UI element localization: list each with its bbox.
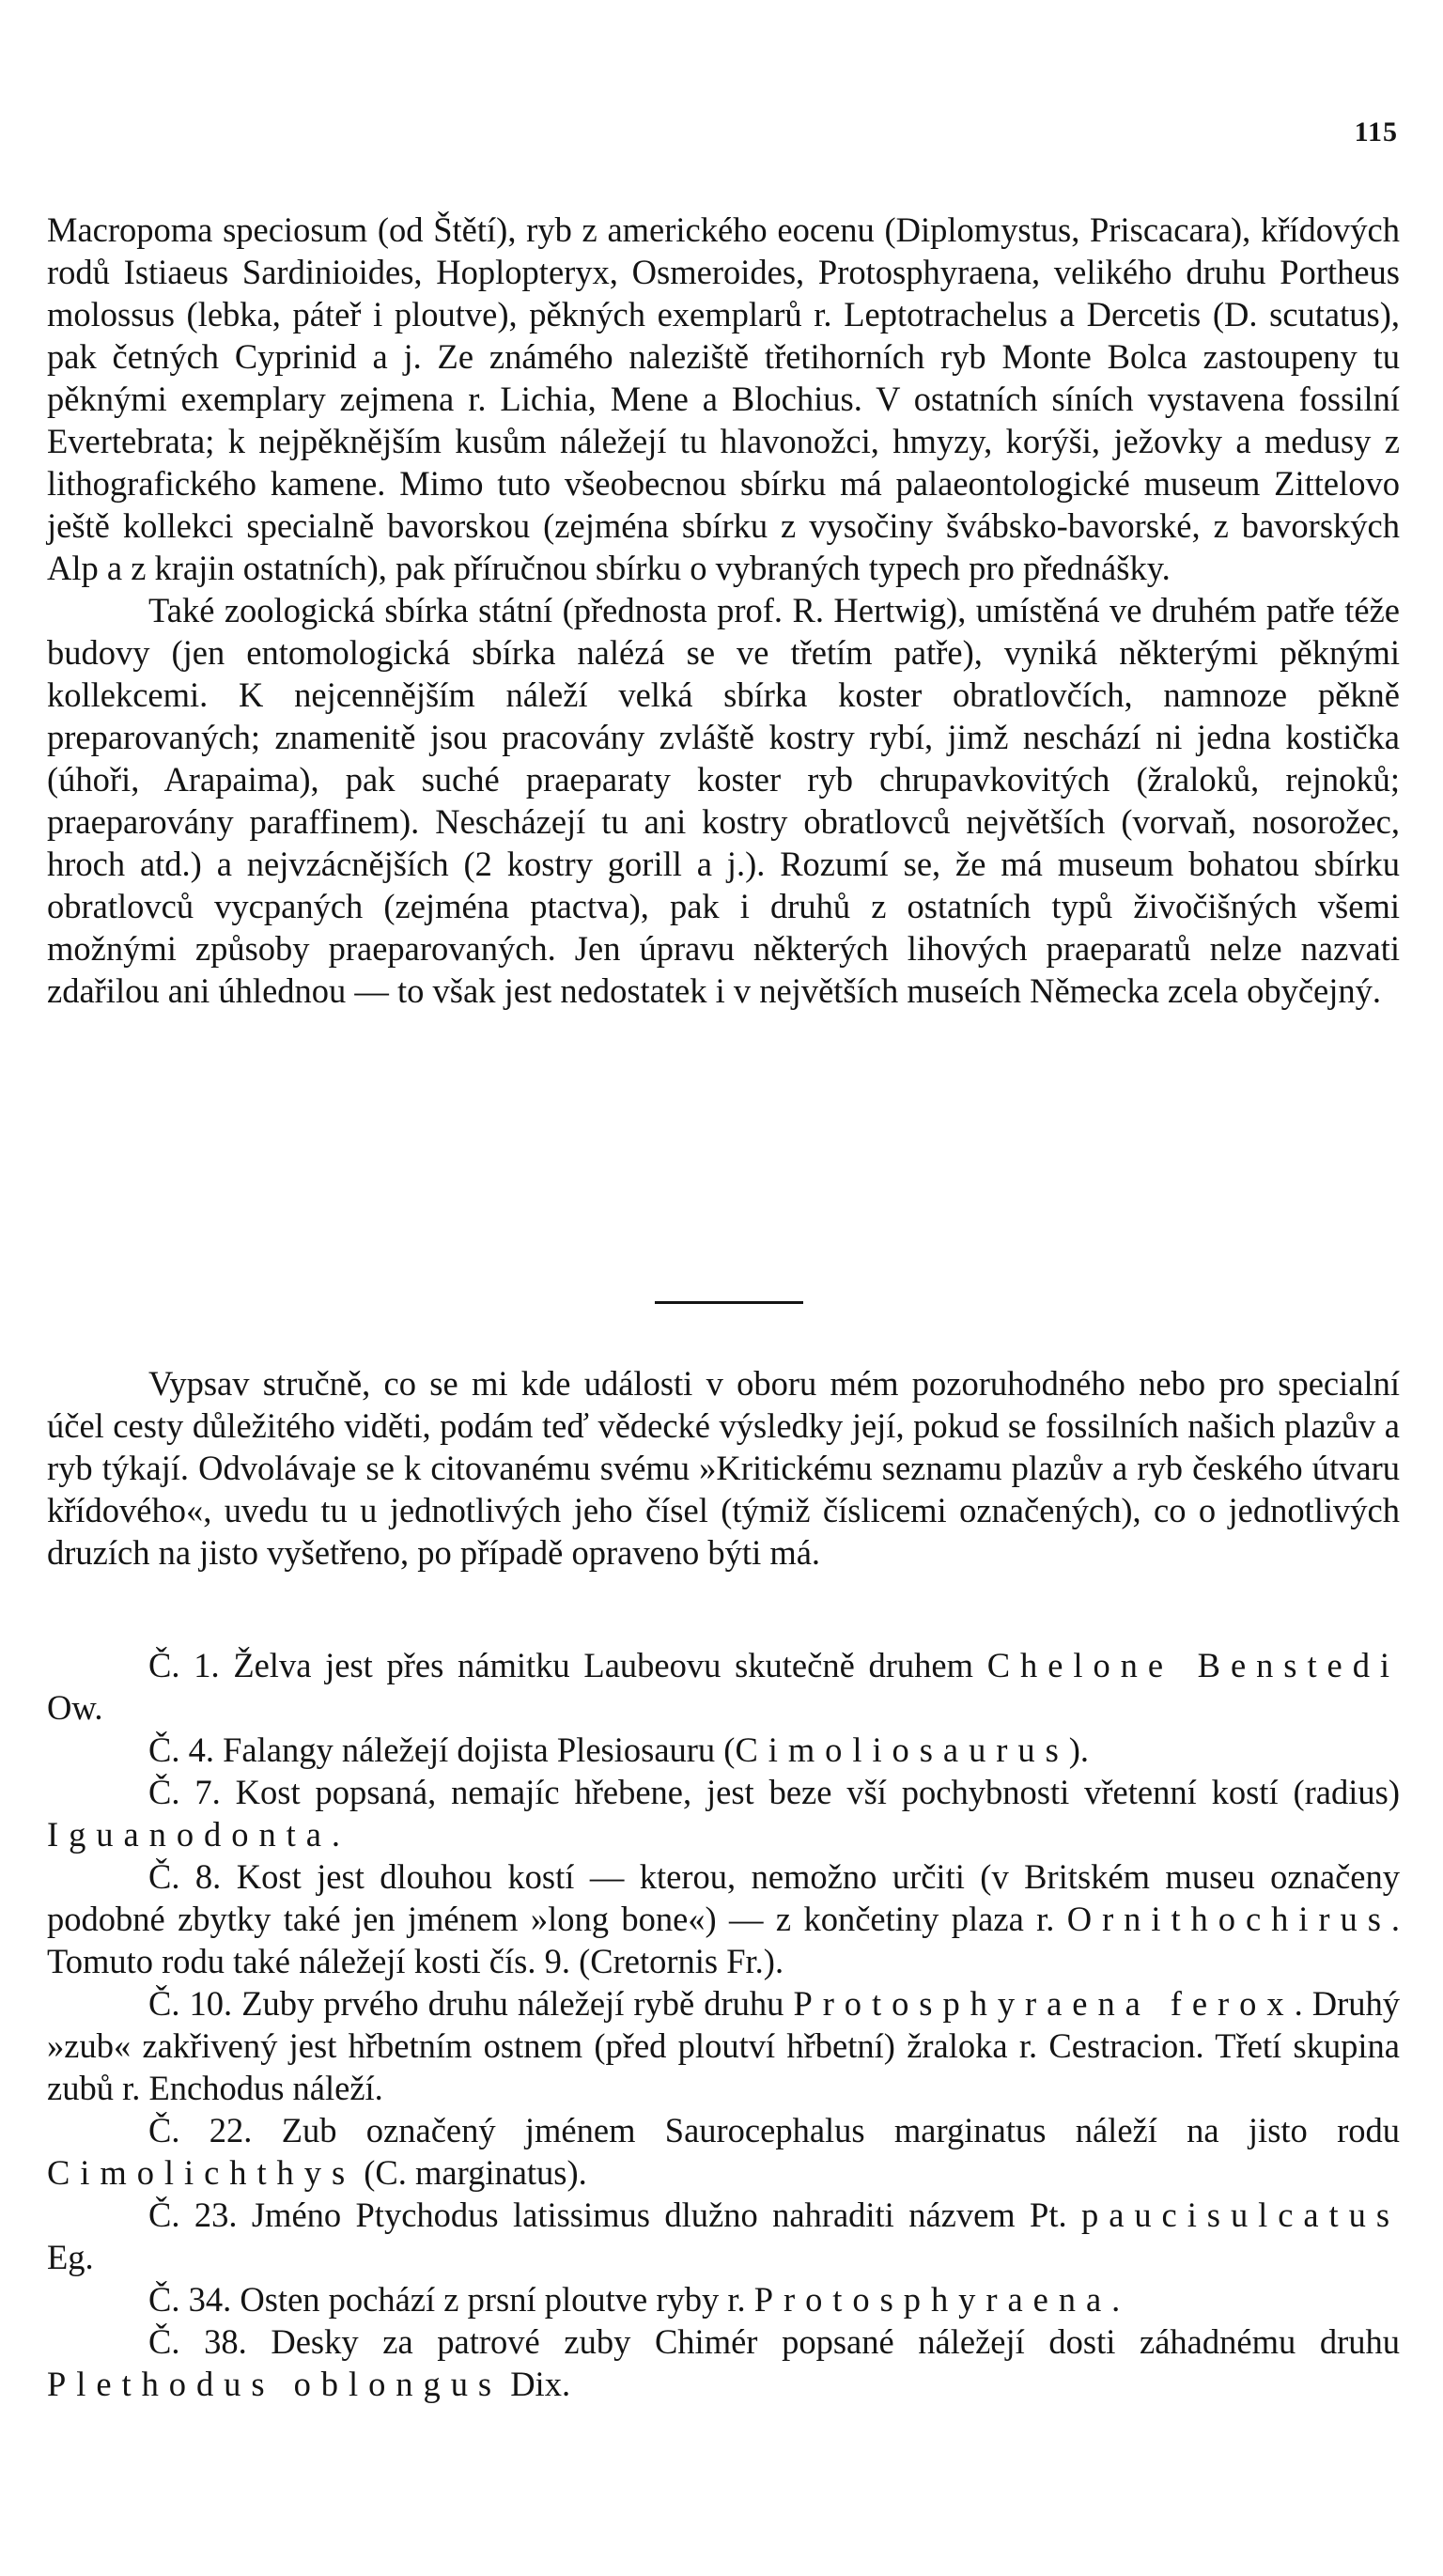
entry-item: Č. 22. Zub označený jménem Saurocephalus marginatus náleží na jisto rodu Cimolichthys (C. marginatus). bbox=[47, 2111, 1400, 2192]
entry-number: Č. 7. bbox=[148, 1773, 221, 1811]
entry-number: Č. 34. bbox=[148, 2280, 232, 2319]
taxon-name: paucisulcatus bbox=[1081, 2196, 1400, 2234]
paragraph-zoology: Také zoologická sbírka státní (přednosta prof. R. Hertwig), umístěná ve druhém patře téže budovy (jen entomologická sbírka nalézá se ve třetím patře), vyniká některými pěknými kollekcemi. K nejcennějším náleží velká sbírka koster obratlovčích, namnoze pěkně preparovaných; znamenitě jsou pracovány zvláště kostry rybí, jimž neschází ni jedna kostička (úhoři, Arapaima), pak suché praeparaty koster ryb chrupavkovitých (žraloků, rejnoků; praeparovány paraffinem). Nescházejí tu ani kostry obratlovců největších (vorvaň, nosorožec, hroch atd.) a nejvzácnějších (2 kostry gorill a j.). Rozumí se, že má museum bohatou sbírku obratlovců vycpaných (zejména ptactva), pak i druhů z ostatních typů živočišných všemi možnými způsoby praeparovaných. Jen úpravu některých lihových praeparatů nelze nazvati zdařilou ani úhlednou — to však jest nedostatek i v největších museích Německa zcela obyčejný. bbox=[47, 591, 1400, 1010]
entry-number: Č. 22. bbox=[148, 2111, 253, 2149]
taxon-name: Chelone Benstedi bbox=[986, 1646, 1400, 1684]
entry-item: Č. 38. Desky za patrové zuby Chimér popsané náležejí dosti záhadnému druhu Plethodus oblongus Dix. bbox=[47, 2322, 1400, 2403]
taxon-name: Plethodus oblongus bbox=[47, 2365, 503, 2403]
taxon-name: Iguanodonta bbox=[47, 1815, 332, 1854]
entry-item: Č. 8. Kost jest dlouhou kostí — kterou, nemožno určiti (v Britském museu označeny podobné zbytky také jen jménem »long bone«) — z končetiny plaza r. Ornithochirus. Tomuto rodu také náležejí kosti čís. 9. (Cretornis Fr.). bbox=[47, 1857, 1400, 1980]
taxon-name: Protosphyraena bbox=[753, 2280, 1112, 2319]
taxon-name: Protosphyraena ferox bbox=[793, 1984, 1295, 2023]
paragraph-results-intro: Vypsav stručně, co se mi kde události v oboru mém pozoruhodného nebo pro specialní účel cesty důležitého viděti, podám teď vědecké výsledky její, pokud se fossilních našich plazův a ryb týkají. Odvolávaje se k citovanému svému »Kritickému seznamu plazův a ryb českého útvaru křídového«, uvedu tu u jednotlivých jeho čísel (týmiž číslicemi označených), co o jednotlivých druzích na jisto vyšetřeno, po případě opraveno býti má. bbox=[47, 1364, 1400, 1572]
entry-number: Č. 4. bbox=[148, 1730, 214, 1769]
entry-number: Č. 8. bbox=[148, 1857, 222, 1896]
entry-number: Č. 23. bbox=[148, 2196, 238, 2234]
entry-item: Č. 23. Jméno Ptychodus latissimus dlužno nahraditi názvem Pt. paucisulcatus Eg. bbox=[47, 2196, 1400, 2276]
entry-number: Č. 1. bbox=[148, 1646, 220, 1684]
entry-item: Č. 10. Zuby prvého druhu náležejí rybě druhu Protosphyraena ferox. Druhý »zub« zakřivený jest hřbetním ostnem (před ploutví hřbetní) žraloka r. Cestracion. Třetí skupina zubů r. Enchodus náleží. bbox=[47, 1984, 1400, 2107]
catalogue-entries bbox=[47, 1644, 1400, 2405]
results-intro-section bbox=[47, 1362, 1400, 1574]
paragraph-paleontology: Macropoma speciosum (od Štětí), ryb z amerického eocenu (Diplomystus, Priscacara), křídových rodů Istiaeus Sardinioides, Hoplopteryx, Osmeroides, Protosphyraena, velikého druhu Portheus molossus (lebka, páteř i ploutve), pěkných exemplarů r. Leptotrachelus a Dercetis (D. scutatus), pak četných Cyprinid a j. Ze známého naleziště třetihorních ryb Monte Bolca zastoupeny tu pěknými exemplary zejmena r. Lichia, Mene a Blochius. V ostatních síních vystavena fossilní Evertebrata; k nejpěknějším kusům náležejí tu hlavonožci, hmyzy, korýši, ježovky a medusy z lithografického kamene. Mimo tuto všeobecnou sbírku má palaeontologické museum Zittelovo ještě kollekci specialně bavorskou (zejména sbírku z vysočiny švábsko-bavorské, z bavorských Alp a z krajin ostatních), pak příručnou sbírku o vybraných typech pro přednášky. bbox=[47, 210, 1400, 587]
page-number: 115 bbox=[1354, 116, 1398, 147]
section-divider bbox=[655, 1301, 803, 1304]
entry-item: Č. 7. Kost popsaná, nemajíc hřebene, jest beze vší pochybnosti vřetenní kostí (radius) Iguanodonta. bbox=[47, 1773, 1400, 1854]
entry-number: Č. 38. bbox=[148, 2322, 247, 2361]
museum-description-section bbox=[47, 209, 1400, 1012]
entry-item: Č. 34. Osten pochází z prsní ploutve ryby r. Protosphyraena. bbox=[148, 2280, 1121, 2319]
taxon-name: Cimoliosaurus bbox=[735, 1730, 1069, 1769]
entry-item: Č. 1. Želva jest přes námitku Laubeovu skutečně druhem Chelone Benstedi Ow. bbox=[47, 1646, 1400, 1727]
entry-number: Č. 10. bbox=[148, 1984, 233, 2023]
taxon-name: Ornithochirus bbox=[1066, 1900, 1391, 1938]
taxon-name: Cimolichthys bbox=[47, 2153, 356, 2192]
entry-item: Č. 4. Falangy náležejí dojista Plesiosauru (Cimoliosaurus). bbox=[148, 1730, 1090, 1769]
